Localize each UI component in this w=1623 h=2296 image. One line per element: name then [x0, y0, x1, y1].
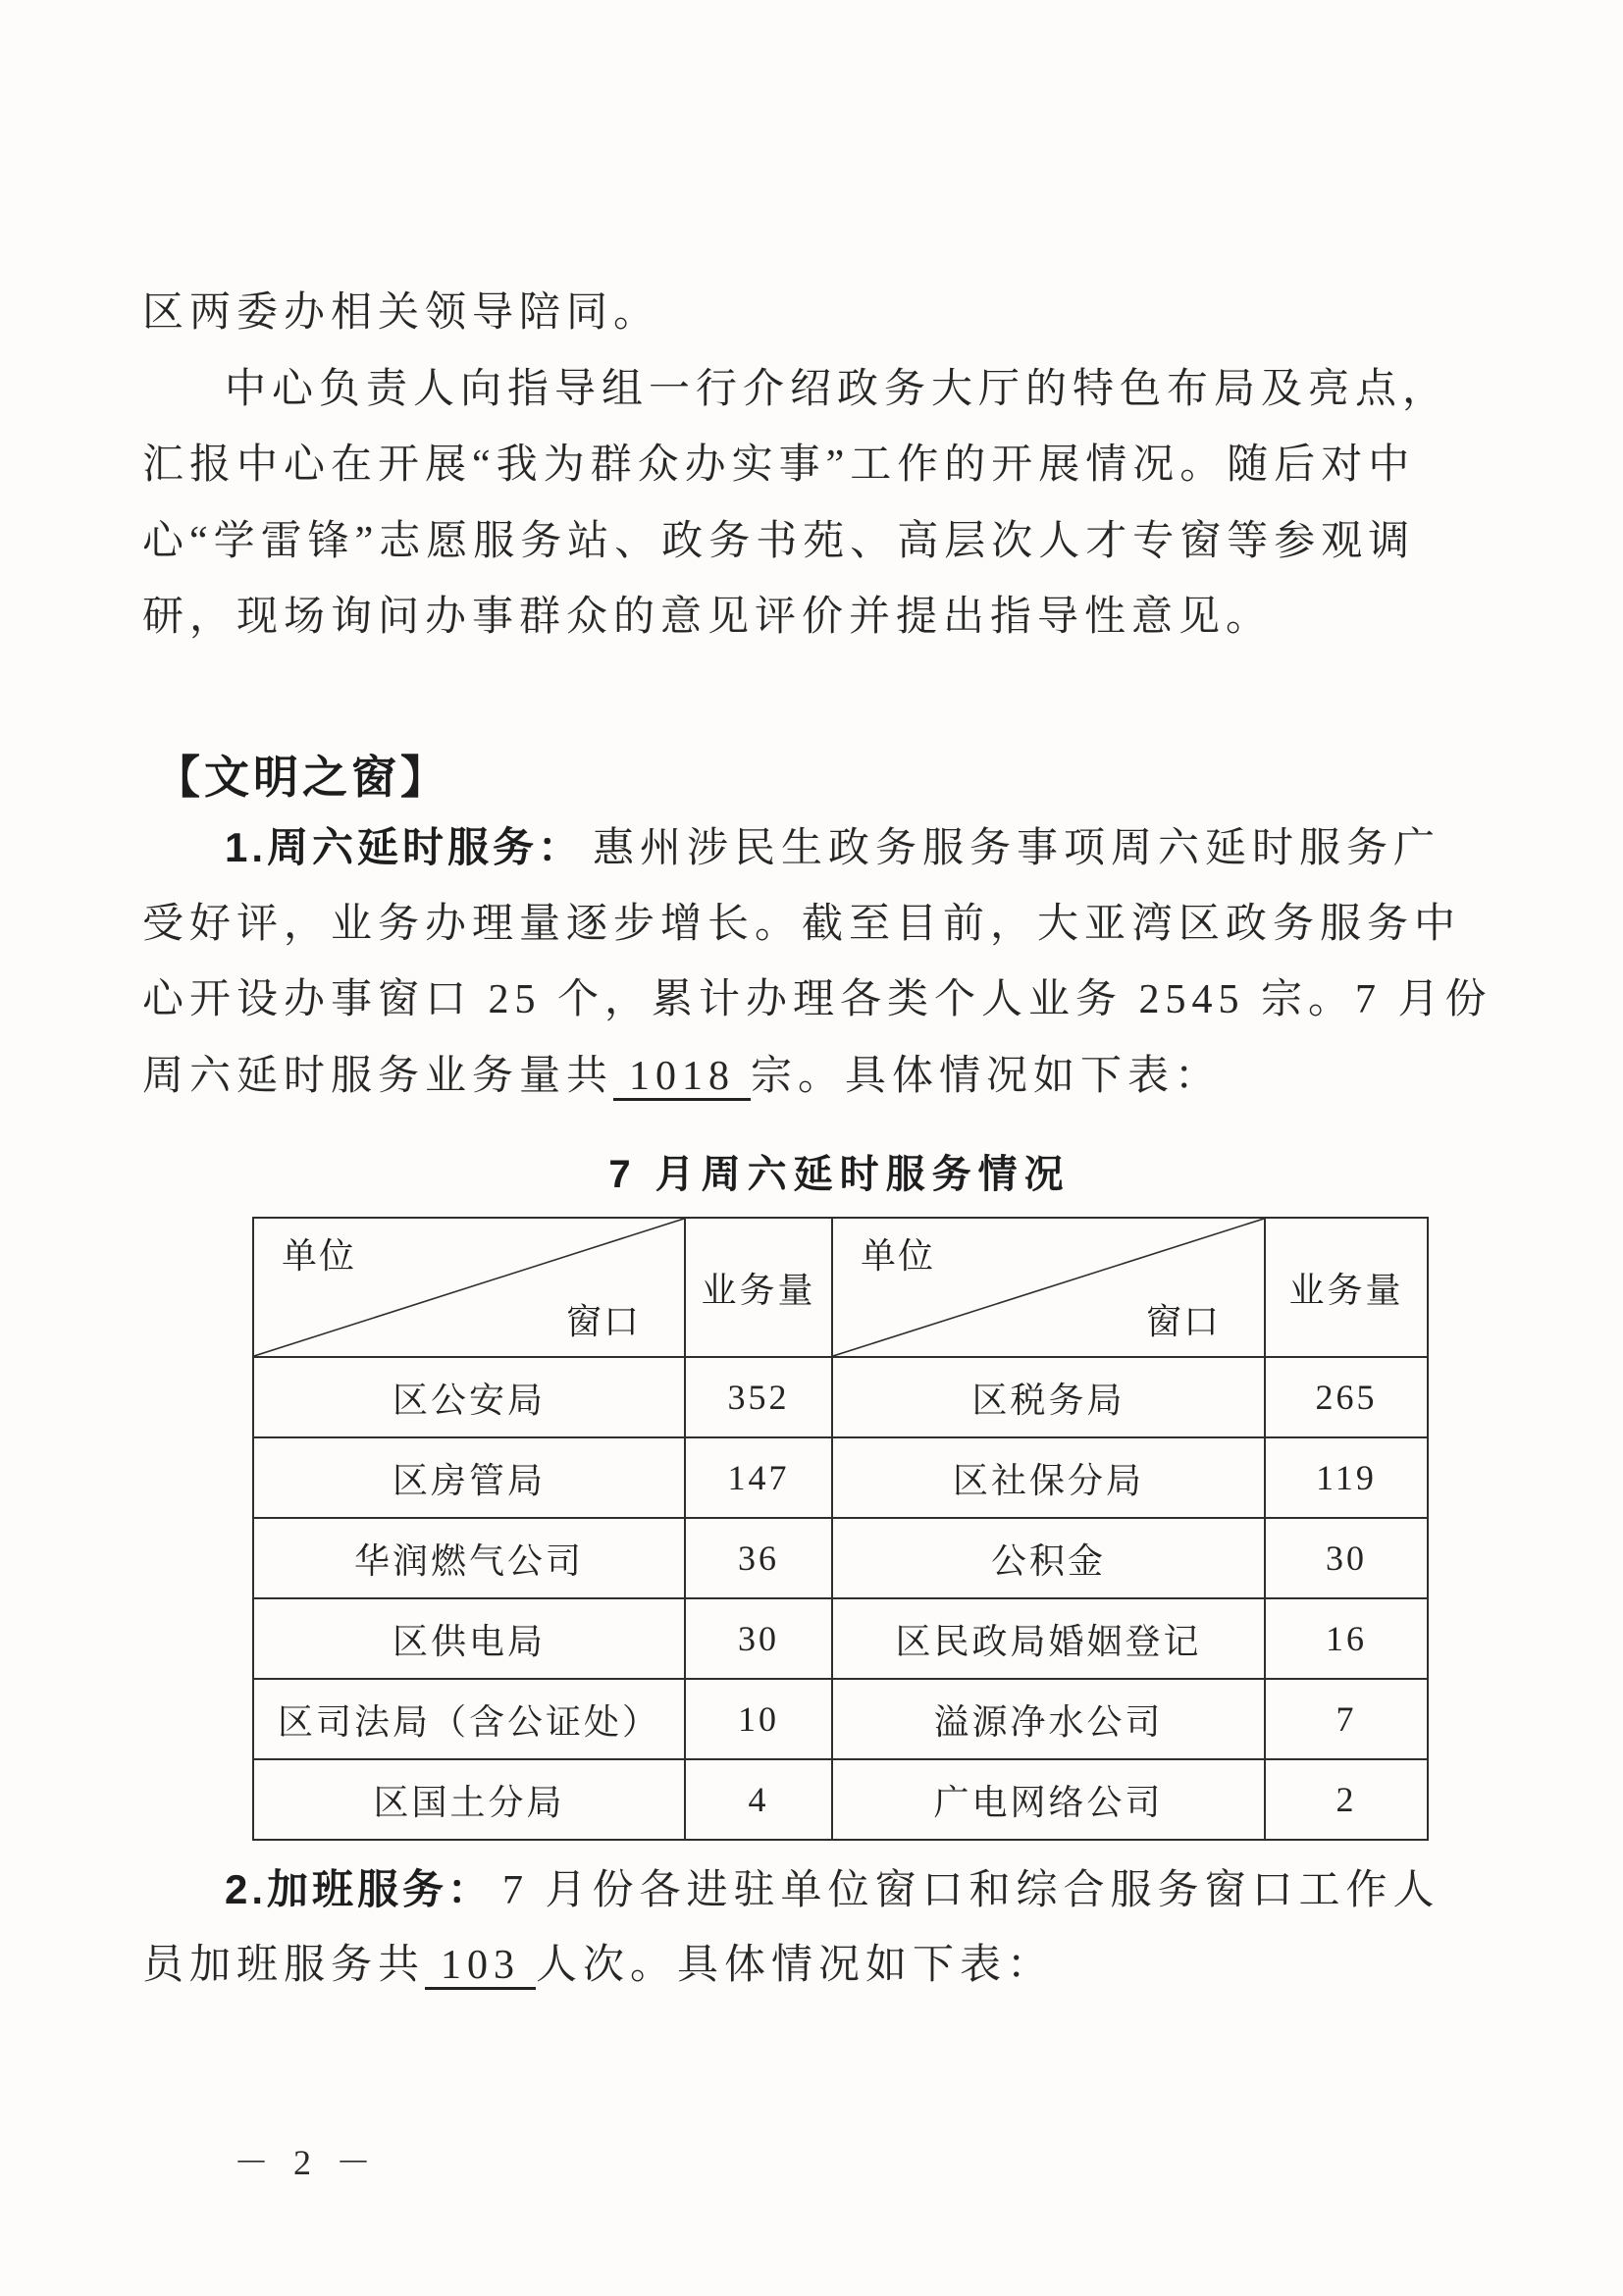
volume-cell: 30	[1265, 1518, 1428, 1598]
paragraph-line: 研，现场询问办事群众的意见评价并提出指导性意见。	[142, 595, 1274, 640]
diagonal-header-cell	[832, 1218, 1265, 1357]
paragraph-line: 受好评，业务办理量逐步增长。截至目前，大亚湾区政务服务中	[142, 902, 1462, 947]
table-row	[253, 1759, 1428, 1840]
paragraph-line: 心开设办事窗口 25 个，累计办理各类个人业务 2545 宗。7 月份	[142, 977, 1492, 1022]
paragraph-line	[142, 1051, 1496, 1103]
volume-cell: 265	[1265, 1357, 1428, 1437]
unit-cell: 区公安局	[253, 1357, 685, 1437]
table-row	[253, 1518, 1428, 1598]
table-title: 7 月周六延时服务情况	[608, 1153, 1071, 1196]
volume-cell: 119	[1265, 1437, 1428, 1518]
item1-label: 1.周六延时服务：	[225, 824, 584, 870]
unit-cell: 广电网络公司	[832, 1759, 1265, 1840]
unit-cell: 区房管局	[253, 1437, 685, 1518]
table-row	[253, 1679, 1428, 1759]
header-volume-label: 业务量	[685, 1218, 832, 1357]
paragraph-line	[142, 1940, 1496, 1992]
section-heading: 【文明之窗】	[155, 752, 449, 803]
diagonal-header-cell	[253, 1218, 685, 1357]
volume-cell: 30	[685, 1598, 832, 1679]
saturday-service-table	[252, 1217, 1429, 1841]
header-volume-label: 业务量	[1265, 1218, 1428, 1357]
item2-text: 员加班服务共	[142, 1943, 426, 1988]
unit-cell: 公积金	[832, 1518, 1265, 1598]
volume-cell: 16	[1265, 1598, 1428, 1679]
volume-cell: 4	[685, 1759, 832, 1840]
page-number: － 2 －	[234, 2143, 380, 2182]
volume-cell: 2	[1265, 1759, 1428, 1840]
table-header-row	[253, 1218, 1428, 1357]
item2-label: 2.加班服务：	[225, 1866, 494, 1912]
paragraph-line: 中心负责人向指导组一行介绍政务大厅的特色布局及亮点，	[225, 367, 1450, 412]
table-row	[253, 1437, 1428, 1518]
volume-cell: 7	[1265, 1679, 1428, 1759]
paragraph-line: 汇报中心在开展“我为群众办实事”工作的开展情况。随后对中	[142, 443, 1416, 488]
table-row	[253, 1357, 1428, 1437]
paragraph-line	[142, 1864, 1579, 1917]
header-unit-label: 单位	[861, 1235, 936, 1276]
paragraph-line: 心“学雷锋”志愿服务站、政务书苑、高层次人才专窗等参观调	[142, 519, 1416, 564]
volume-cell: 10	[685, 1679, 832, 1759]
volume-cell: 147	[685, 1437, 832, 1518]
volume-cell: 352	[685, 1357, 832, 1437]
table-row	[253, 1598, 1428, 1679]
underlined-value: 1018	[613, 1055, 751, 1101]
unit-cell: 区司法局（含公证处）	[253, 1679, 685, 1759]
unit-cell: 区国土分局	[253, 1759, 685, 1840]
item1-text: 惠州涉民生政务服务事项周六延时服务广	[593, 826, 1441, 871]
item1-text: 周六延时服务业务量共	[142, 1054, 614, 1099]
unit-cell: 区民政局婚姻登记	[832, 1598, 1265, 1679]
unit-cell: 区税务局	[832, 1357, 1265, 1437]
header-window-label: 窗口	[1145, 1301, 1221, 1341]
paragraph-line: 区两委办相关领导陪同。	[142, 290, 661, 336]
unit-cell: 区供电局	[253, 1598, 685, 1679]
header-window-label: 窗口	[565, 1301, 641, 1341]
paragraph-line	[142, 822, 1579, 875]
underlined-value: 103	[425, 1944, 536, 1990]
item2-text: 7 月份各进驻单位窗口和综合服务窗口工作人	[502, 1868, 1440, 1913]
unit-cell: 溢源净水公司	[832, 1679, 1265, 1759]
item1-text: 宗。具体情况如下表：	[751, 1054, 1223, 1099]
item2-text: 人次。具体情况如下表：	[536, 1943, 1055, 1988]
unit-cell: 区社保分局	[832, 1437, 1265, 1518]
header-unit-label: 单位	[282, 1235, 357, 1276]
unit-cell: 华润燃气公司	[253, 1518, 685, 1598]
volume-cell: 36	[685, 1518, 832, 1598]
